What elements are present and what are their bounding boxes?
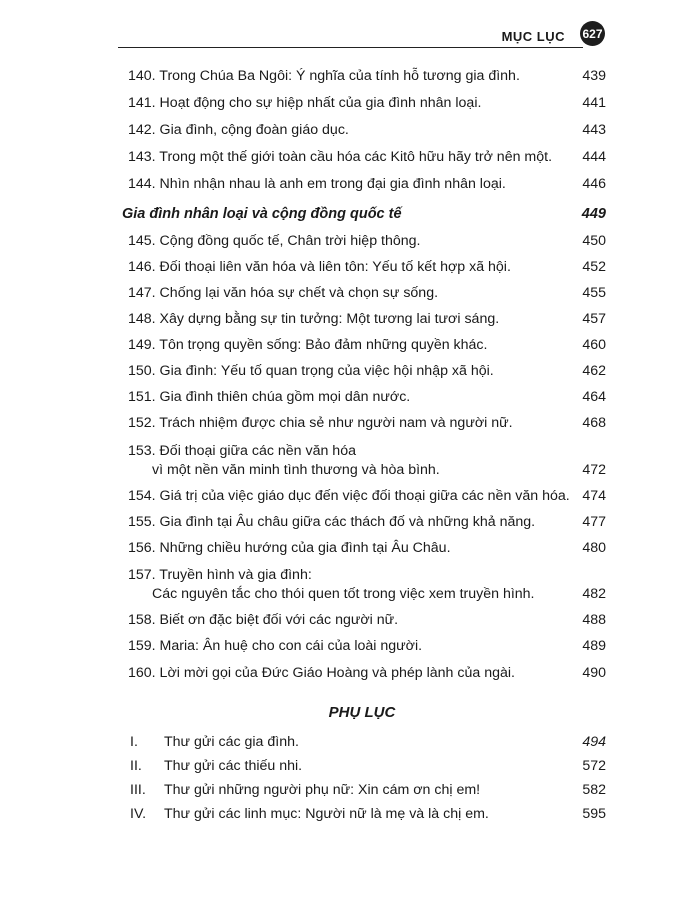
toc-entry-text: 149. Tôn trọng quyền sống: Bảo đảm những quyền khác. <box>128 337 488 353</box>
toc-entry-text: 155. Gia đình tại Âu châu giữa các thách đố và những khả năng. <box>128 514 536 530</box>
page-header <box>118 20 605 54</box>
appendix-item-number: III. <box>130 782 146 798</box>
toc-entry-page: 489 <box>582 638 606 654</box>
toc-entry-text: 151. Gia đình thiên chúa gồm mọi dân nước. <box>128 389 411 405</box>
section-title: Gia đình nhân loại và cộng đồng quốc tế <box>122 206 402 222</box>
toc-entry-page: 474 <box>582 488 606 504</box>
toc-entry-page: 455 <box>582 285 606 301</box>
toc-entry-page: 488 <box>582 612 606 628</box>
toc-entry-page: 472 <box>582 462 606 478</box>
toc-entry-text: 143. Trong một thế giới toàn cầu hóa các Kitô hữu hãy trở nên một. <box>128 149 553 165</box>
appendix-item-page: 494 <box>582 734 606 750</box>
toc-entry-text-continued: Các nguyên tắc cho thói quen tốt trong việc xem truyền hình. <box>152 586 535 602</box>
toc-entry-page: 468 <box>582 415 606 431</box>
toc-entry-text: 148. Xây dựng bằng sự tin tưởng: Một tương lai tươi sáng. <box>128 311 500 327</box>
appendix-item-page: 572 <box>582 758 606 774</box>
header-rule <box>118 47 583 48</box>
toc-entry-page: 439 <box>582 68 606 84</box>
toc-entry-page: 457 <box>582 311 606 327</box>
toc-entry-page: 446 <box>582 176 606 192</box>
toc-entry-text: 147. Chống lại văn hóa sự chết và chọn sự sống. <box>128 285 439 301</box>
toc-entry-page: 464 <box>582 389 606 405</box>
toc-entry-page: 482 <box>582 586 606 602</box>
toc-entry-text: 154. Giá trị của việc giáo dục đến việc đối thoại giữa các nền văn hóa. <box>128 488 570 504</box>
toc-entry-page: 460 <box>582 337 606 353</box>
appendix-title: PHỤ LỤC <box>328 704 396 721</box>
toc-entry-text: 140. Trong Chúa Ba Ngôi: Ý nghĩa của tính hỗ tương gia đình. <box>128 68 520 84</box>
toc-entry-text: 146. Đối thoại liên văn hóa và liên tôn: Yếu tố kết hợp xã hội. <box>128 259 511 275</box>
appendix-item-text: Thư gửi các linh mục: Người nữ là mẹ và là chị em. <box>164 806 489 822</box>
toc-entry-text: 156. Những chiều hướng của gia đình tại Âu Châu. <box>128 540 451 556</box>
appendix-item-page: 582 <box>582 782 606 798</box>
toc-entry-text: 153. Đối thoại giữa các nền văn hóa <box>128 443 356 459</box>
toc-entry-page: 480 <box>582 540 606 556</box>
toc-entry-text: 145. Cộng đồng quốc tế, Chân trời hiệp thông. <box>128 233 421 249</box>
toc-entry-page: 452 <box>582 259 606 275</box>
page-number-badge: 627 <box>580 21 605 46</box>
toc-entry-text: 141. Hoạt động cho sự hiệp nhất của gia đình nhân loại. <box>128 95 482 111</box>
toc-entry-text-continued: vì một nền văn minh tình thương và hòa bình. <box>152 462 440 478</box>
toc-entry-text: 159. Maria: Ân huệ cho con cái của loài người. <box>128 638 423 654</box>
header-title: MỤC LỤC <box>501 29 565 44</box>
appendix-item-page: 595 <box>582 806 606 822</box>
appendix-item-text: Thư gửi các gia đình. <box>164 734 299 750</box>
toc-entry-text: 158. Biết ơn đặc biệt đối với các người nữ. <box>128 612 399 628</box>
appendix-item-text: Thư gửi các thiếu nhi. <box>164 758 303 774</box>
toc-entry-page: 441 <box>582 95 606 111</box>
toc-entry-text: 157. Truyền hình và gia đình: <box>128 567 312 583</box>
section-page: 449 <box>581 206 606 222</box>
appendix-item-text: Thư gửi những người phụ nữ: Xin cám ơn chị em! <box>164 782 481 798</box>
toc-entry-text: 160. Lời mời gọi của Đức Giáo Hoàng và phép lành của ngài. <box>128 665 515 681</box>
section-heading <box>118 206 606 228</box>
toc-entry-page: 450 <box>582 233 606 249</box>
toc-entry-text: 150. Gia đình: Yếu tố quan trọng của việc hội nhập xã hội. <box>128 363 494 379</box>
toc-entry-text: 142. Gia đình, cộng đoàn giáo dục. <box>128 122 349 138</box>
toc-entry-page: 443 <box>582 122 606 138</box>
toc-entry-text: 152. Trách nhiệm được chia sẻ như người nam và người nữ. <box>128 415 513 431</box>
toc-entry-page: 462 <box>582 363 606 379</box>
appendix-item-number: II. <box>130 758 142 774</box>
toc-entry-text: 144. Nhìn nhận nhau là anh em trong đại gia đình nhân loại. <box>128 176 506 192</box>
toc-entry-page: 444 <box>582 149 606 165</box>
toc-entry-page: 477 <box>582 514 606 530</box>
toc-entry-page: 490 <box>582 665 606 681</box>
appendix-item-number: I. <box>130 734 138 750</box>
appendix-item-number: IV. <box>130 806 147 822</box>
